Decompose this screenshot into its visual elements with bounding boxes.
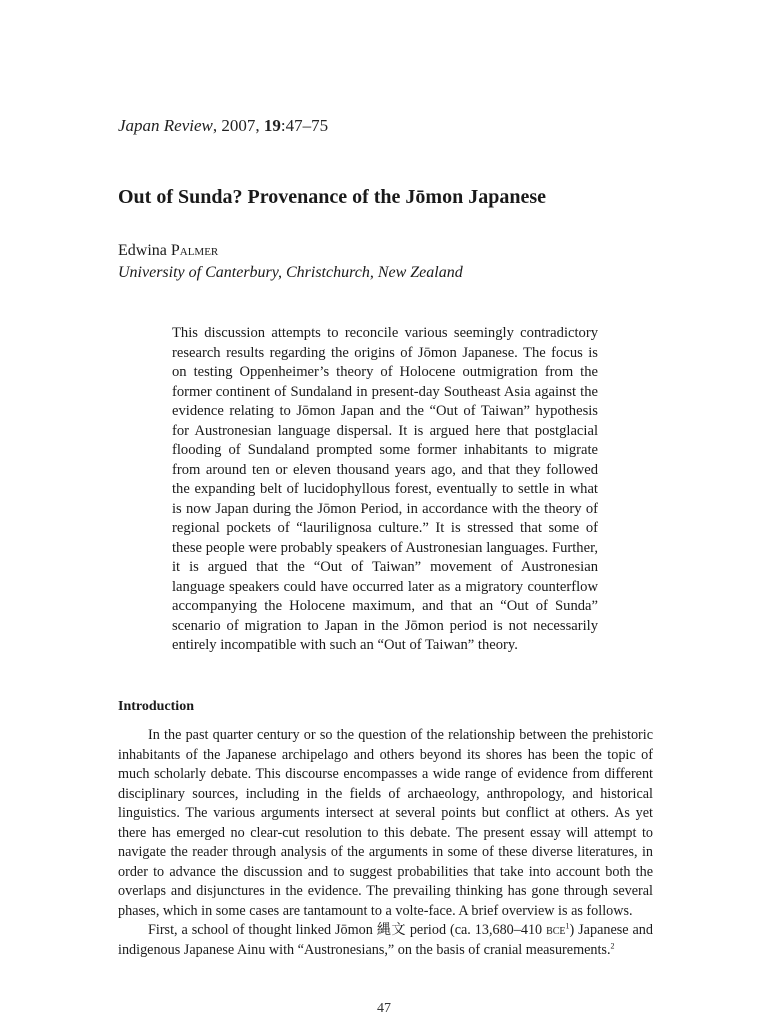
- paragraph-text: First, a school of thought linked Jōmon 縄文 period (ca. 13,680–410: [148, 922, 547, 938]
- section-heading: Introduction: [118, 699, 194, 714]
- body-paragraph: [118, 921, 653, 960]
- citation-volume: 19: [263, 116, 281, 135]
- era-abbreviation: bce: [546, 922, 566, 938]
- body-paragraph: In the past quarter century or so the question of the relationship between the prehistoric inhabitants of the Japanese archipelago and others beyond its shores has been the topic of much scholarly debate. This discourse encompasses a wide range of evidence from different disciplinary sources, including in the fields of archaeology, anthropology, and historical linguistics. The various arguments intersect at several points but conflict at others. As yet there has emerged no clear-cut resolution to this debate. The present essay will attempt to navigate the reader through analysis of the arguments in some of these diverse literatures, in order to advance the discussion and to suggest probabilities that take into account both the overlaps and disjunctures in the evidence. The prevailing thinking has gone through several phases, which in some cases are tantamount to a volte-face. A brief overview is as follows.: [118, 727, 653, 919]
- author-name: [118, 240, 218, 262]
- citation-year: , 2007,: [212, 116, 264, 135]
- journal-name: Japan Review: [118, 116, 213, 135]
- section-body: [118, 726, 653, 960]
- footnote-marker: 1: [565, 921, 570, 931]
- author-surname: Palmer: [170, 242, 219, 259]
- paragraph-text: ) Japanese and indigenous Japanese Ainu with “Austronesians,” on the basis of cranial measurements.: [118, 922, 653, 958]
- citation-line: [118, 114, 328, 138]
- author-given-name: Edwina: [118, 242, 171, 259]
- abstract: This discussion attempts to reconcile various seemingly contradictory research results regarding the origins of Jōmon Japanese. The focus is on testing Oppenheimer’s theory of Holocene outmigration from the former continent of Sundaland in present-day Southeast Asia against the evidence relating to Jōmon Japan and the “Out of Taiwan” hypothesis for Austronesian language dispersal. It is argued here that postglacial flooding of Sundaland prompted some former inhabitants to migrate from around ten or eleven thousand years ago, and that they followed the expanding belt of lucidophyllous forest, eventually to settle in what is now Japan during the Jōmon Period, in accordance with the theory of regional pockets of “laurilignosa culture.” It is stressed that some of these people were probably speakers of Austronesian languages. Further, it is argued that the “Out of Taiwan” movement of Austronesian language speakers could have occurred later as a migratory counterflow accompanying the Holocene maximum, and that an “Out of Sunda” scenario of migration to Japan in the Jōmon period is not necessarily entirely incompatible with such an “Out of Taiwan” theory.: [172, 325, 598, 653]
- page-number: 47: [377, 1001, 391, 1016]
- article-title: Out of Sunda? Provenance of the Jōmon Japanese: [118, 186, 546, 208]
- citation-pages: :47–75: [280, 116, 329, 135]
- footnote-marker: 2: [610, 940, 615, 950]
- author-affiliation: University of Canterbury, Christchurch, New Zealand: [118, 264, 463, 281]
